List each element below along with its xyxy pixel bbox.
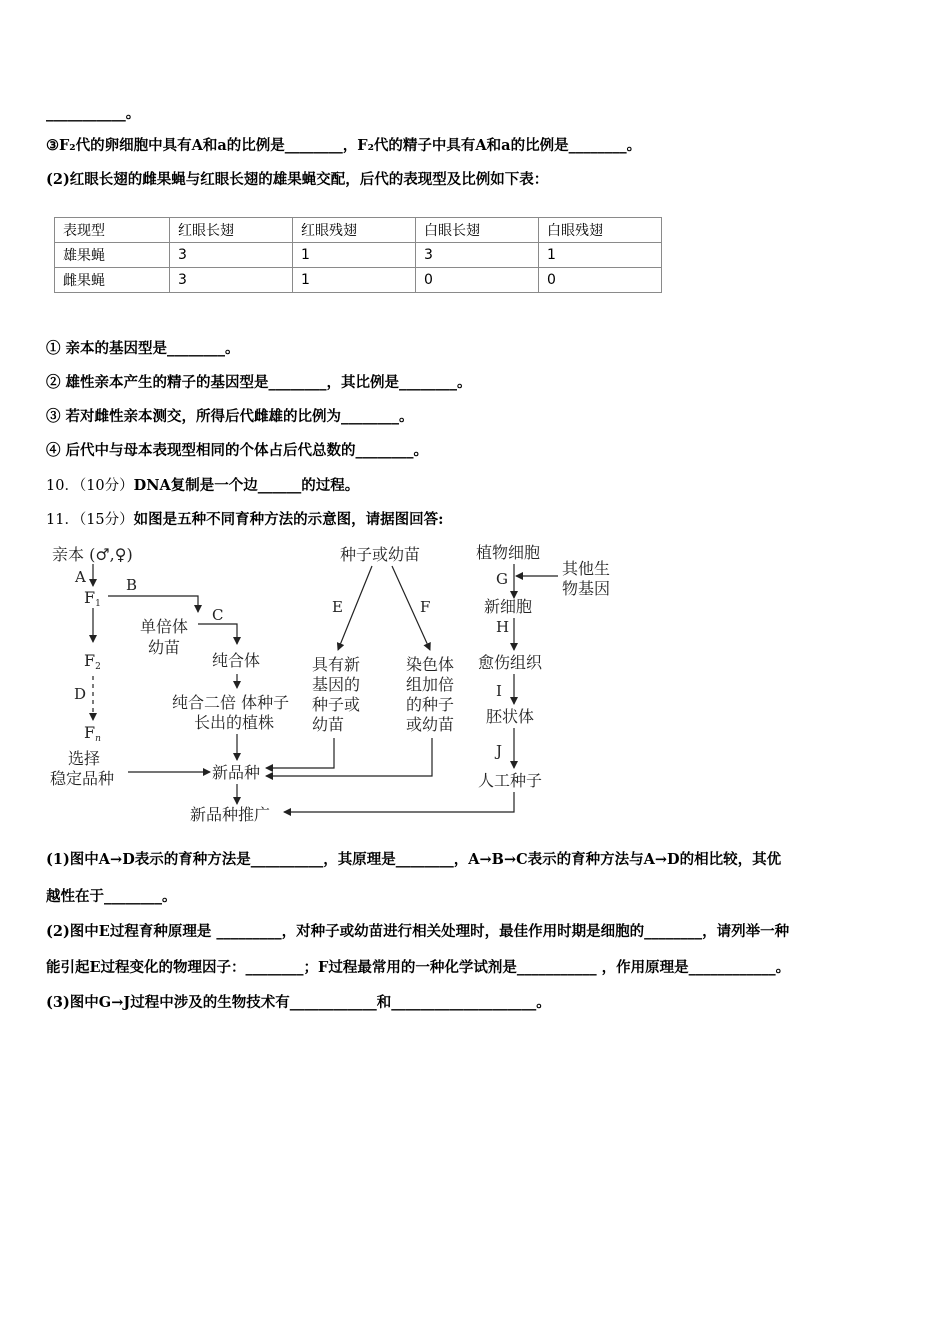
other-genes-line1: 其他生 [562, 559, 611, 578]
step-f-label: F [420, 598, 431, 616]
f2-subscript: 2 [95, 662, 101, 672]
question-11-1b: 越性在于________。 [46, 888, 177, 905]
table-cell: 3 [170, 243, 293, 268]
step-e-label: E [332, 598, 343, 616]
embryoid-label: 胚状体 [486, 707, 535, 726]
table-row [55, 243, 662, 268]
table-cell: 3 [416, 243, 539, 268]
table-cell: 3 [170, 268, 293, 293]
step-d-label: D [74, 685, 87, 703]
question-11-2b: 能引起E过程变化的物理因子：________；F过程最常用的一种化学试剂是___________ ，作用原理是____________。 [46, 959, 791, 976]
table-cell: 1 [293, 243, 416, 268]
polyploid-line4: 或幼苗 [406, 715, 455, 734]
seedling-label: 幼苗 [148, 638, 181, 657]
f1-label [84, 588, 101, 609]
plant-cell-label: 植物细胞 [476, 543, 541, 562]
fn-label [84, 723, 101, 744]
fn-letter: F [84, 723, 96, 742]
haploid-label: 单倍体 [140, 617, 189, 636]
polyploid-line1: 染色体 [406, 655, 455, 674]
question-2-2: ② 雄性亲本产生的精子的基因型是________，其比例是________。 [46, 374, 472, 391]
question-2-3: ③ 若对雌性亲本测交，所得后代雌雄的比例为________。 [46, 408, 414, 425]
step-c-label: C [212, 606, 224, 624]
other-genes-line2: 物基因 [562, 579, 611, 598]
question-10 [46, 476, 359, 496]
artificial-seed-label: 人工种子 [478, 771, 543, 790]
parents-label: 亲本 (♂,♀) [52, 545, 133, 564]
question-f2-gamete-ratio: ③F₂代的卵细胞中具有A和a的比例是________，F₂代的精子中具有A和a的比例是________。 [46, 137, 642, 154]
step-b-label: B [126, 576, 138, 594]
question-number: 10．（10分） [46, 478, 134, 494]
new-cell-label: 新细胞 [484, 597, 533, 616]
polyploid-line2: 组加倍 [406, 675, 455, 694]
homozygote-label: 纯合体 [212, 651, 261, 670]
question-11-3: (3)图中G→J过程中涉及的生物技术有____________和____________________。 [46, 994, 551, 1011]
diploid-seed-label: 纯合二倍 体种子 [172, 693, 290, 712]
breeding-methods-diagram [40, 538, 640, 828]
arrow-c [198, 624, 237, 644]
table-cell: 1 [539, 243, 662, 268]
question-text: DNA复制是一个边______的过程。 [133, 477, 360, 494]
new-gene-line1: 具有新 [312, 655, 361, 674]
question-11-1a: (1)图中A→D表示的育种方法是__________，其原理是________，A→B→C表示的育种方法与A→D的相比较，其优 [46, 851, 782, 868]
question-11 [46, 510, 444, 530]
step-g-label: G [496, 570, 508, 588]
arrow-seed-promote [284, 792, 514, 812]
new-gene-line3: 种子或 [312, 695, 361, 714]
table-row [55, 268, 662, 293]
table-cell: 雌果蝇 [55, 268, 170, 293]
stable-variety-label: 稳定品种 [50, 769, 115, 788]
new-variety-label: 新品种 [212, 763, 261, 782]
table-cell: 雄果蝇 [55, 243, 170, 268]
new-gene-line2: 基因的 [312, 675, 361, 694]
grown-plant-label: 长出的植株 [194, 713, 275, 732]
table-header-cell: 白眼残翅 [539, 218, 662, 243]
table-header-row [55, 218, 662, 243]
arrow-f-new [266, 738, 432, 776]
step-j-label: J [496, 742, 503, 760]
seed-seedling-label: 种子或幼苗 [340, 545, 421, 564]
fn-subscript: n [95, 734, 101, 744]
answer-blank-line: ___________。 [46, 105, 141, 122]
table-header-cell: 红眼残翅 [293, 218, 416, 243]
question-11-2a: (2)图中E过程育种原理是 _________，对种子或幼苗进行相关处理时，最佳作用时期是细胞的________，请列举一种 [46, 923, 790, 940]
step-h-label: H [496, 618, 510, 636]
callus-label: 愈伤组织 [478, 653, 543, 672]
promotion-label: 新品种推广 [190, 805, 271, 824]
question-text: 如图是五种不同育种方法的示意图，请据图回答: [133, 511, 444, 528]
question-2-intro: (2)红眼长翅的雌果蝇与红眼长翅的雄果蝇交配，后代的表现型及比例如下表： [46, 171, 549, 188]
f2-letter: F [84, 651, 96, 670]
new-gene-line4: 幼苗 [312, 715, 345, 734]
phenotype-table [54, 217, 662, 293]
arrow-b [108, 596, 198, 612]
arrow-e [338, 566, 372, 650]
question-2-1: ① 亲本的基因型是________。 [46, 340, 240, 357]
step-i-label: I [496, 682, 502, 700]
table-header-cell: 红眼长翅 [170, 218, 293, 243]
f1-letter: F [84, 588, 96, 607]
f2-label [84, 651, 101, 672]
question-2-4: ④ 后代中与母本表现型相同的个体占后代总数的________。 [46, 442, 429, 459]
arrow-e-new [266, 738, 334, 768]
select-label: 选择 [68, 749, 101, 768]
table-cell: 1 [293, 268, 416, 293]
table-cell: 0 [416, 268, 539, 293]
f1-subscript: 1 [95, 599, 101, 609]
table-cell: 0 [539, 268, 662, 293]
step-a-label: A [75, 568, 86, 586]
question-number: 11．（15分） [46, 512, 134, 528]
table-header-cell: 白眼长翅 [416, 218, 539, 243]
table-header-cell: 表现型 [55, 218, 170, 243]
polyploid-line3: 的种子 [406, 695, 455, 714]
